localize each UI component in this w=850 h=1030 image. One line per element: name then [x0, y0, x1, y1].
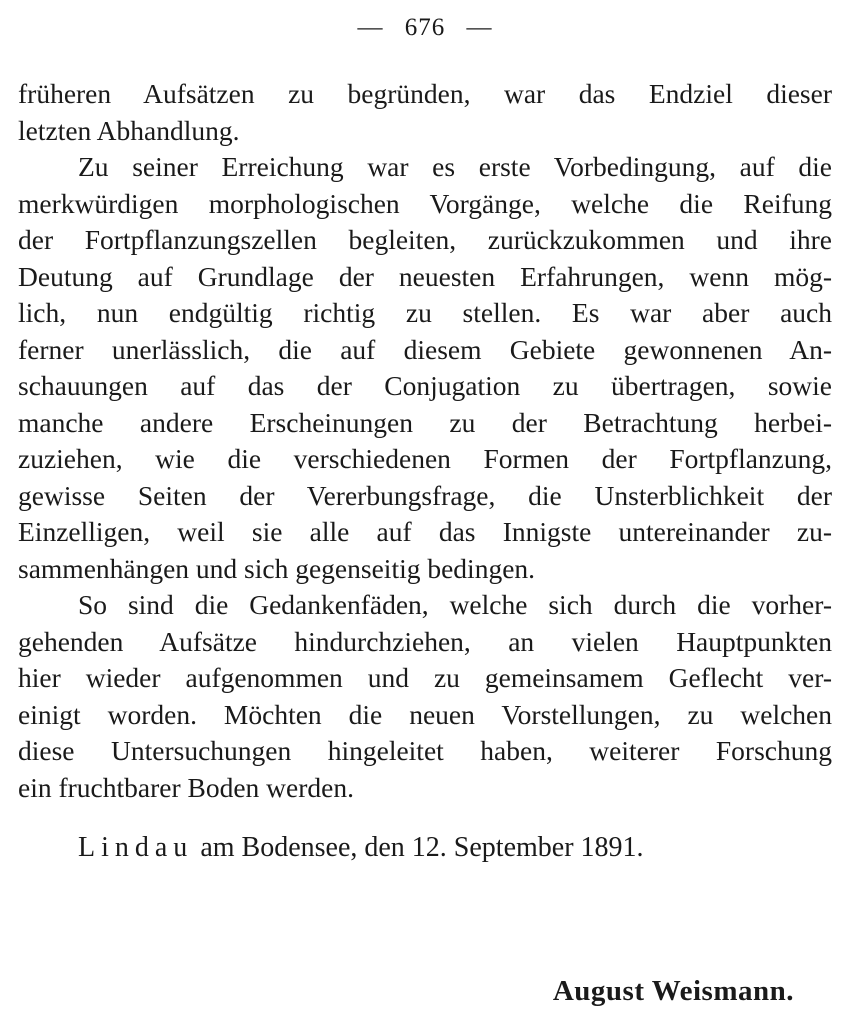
text-line: gewisse Seiten der Vererbungsfrage, die Unsterblichkeit der	[18, 479, 832, 511]
text-line: zuziehen, wie die verschiedenen Formen der Fortpflanzung,	[18, 443, 832, 474]
text-line: merkwürdigen morphologischen Vorgänge, welche die Reifung	[18, 187, 832, 219]
text-line: früheren Aufsätzen zu begründen, war das Endziel dieser	[18, 78, 832, 109]
text-line: Zu seiner Erreichung war es erste Vorbedingung, auf die	[78, 151, 832, 182]
text-line: Deutung auf Grundlage der neuesten Erfahrungen, wenn mög-	[18, 260, 832, 292]
text-line: schauungen auf das der Conjugation zu übertragen, sowie	[18, 370, 832, 401]
text-line: der Fortpflanzungszellen begleiten, zurückzukommen und ihre	[18, 224, 832, 255]
text-line: letzten Abhandlung.	[18, 114, 240, 146]
paragraph-3	[18, 587, 832, 806]
author-signature: August Weismann.	[552, 975, 794, 1007]
text-line: ein fruchtbarer Boden werden.	[18, 771, 354, 803]
main-text	[18, 76, 832, 806]
text-line: manche andere Erscheinungen zu der Betrachtung herbei-	[18, 406, 832, 438]
text-line: hier wieder aufgenommen und zu gemeinsamem Geflecht ver-	[18, 662, 832, 693]
text-line: Einzelligen, weil sie alle auf das Innigste untereinander zu-	[18, 516, 832, 547]
text-line: einigt worden. Möchten die neuen Vorstellungen, zu welchen	[18, 698, 832, 730]
text-line: diese Untersuchungen hingeleitet haben, weiterer Forschung	[18, 735, 832, 766]
place-name: Lindau	[78, 832, 194, 863]
paragraph-1	[18, 76, 832, 149]
text-line: ferner unerlässlich, die auf diesem Gebiete gewonnenen An-	[18, 333, 832, 365]
text-line: So sind die Gedankenfäden, welche sich durch die vorher-	[78, 589, 832, 620]
date-text: am Bodensee, den 12. September 1891.	[193, 832, 644, 863]
paragraph-2	[18, 149, 832, 587]
place-date-line	[78, 832, 644, 864]
page-number: — 676 —	[357, 14, 493, 41]
text-line: sammenhängen und sich gegenseitig bedingen.	[18, 552, 536, 584]
text-line: lich, nun endgültig richtig zu stellen. Es war aber auch	[18, 297, 832, 328]
text-line: gehenden Aufsätze hindurchziehen, an vielen Hauptpunkten	[18, 625, 832, 657]
